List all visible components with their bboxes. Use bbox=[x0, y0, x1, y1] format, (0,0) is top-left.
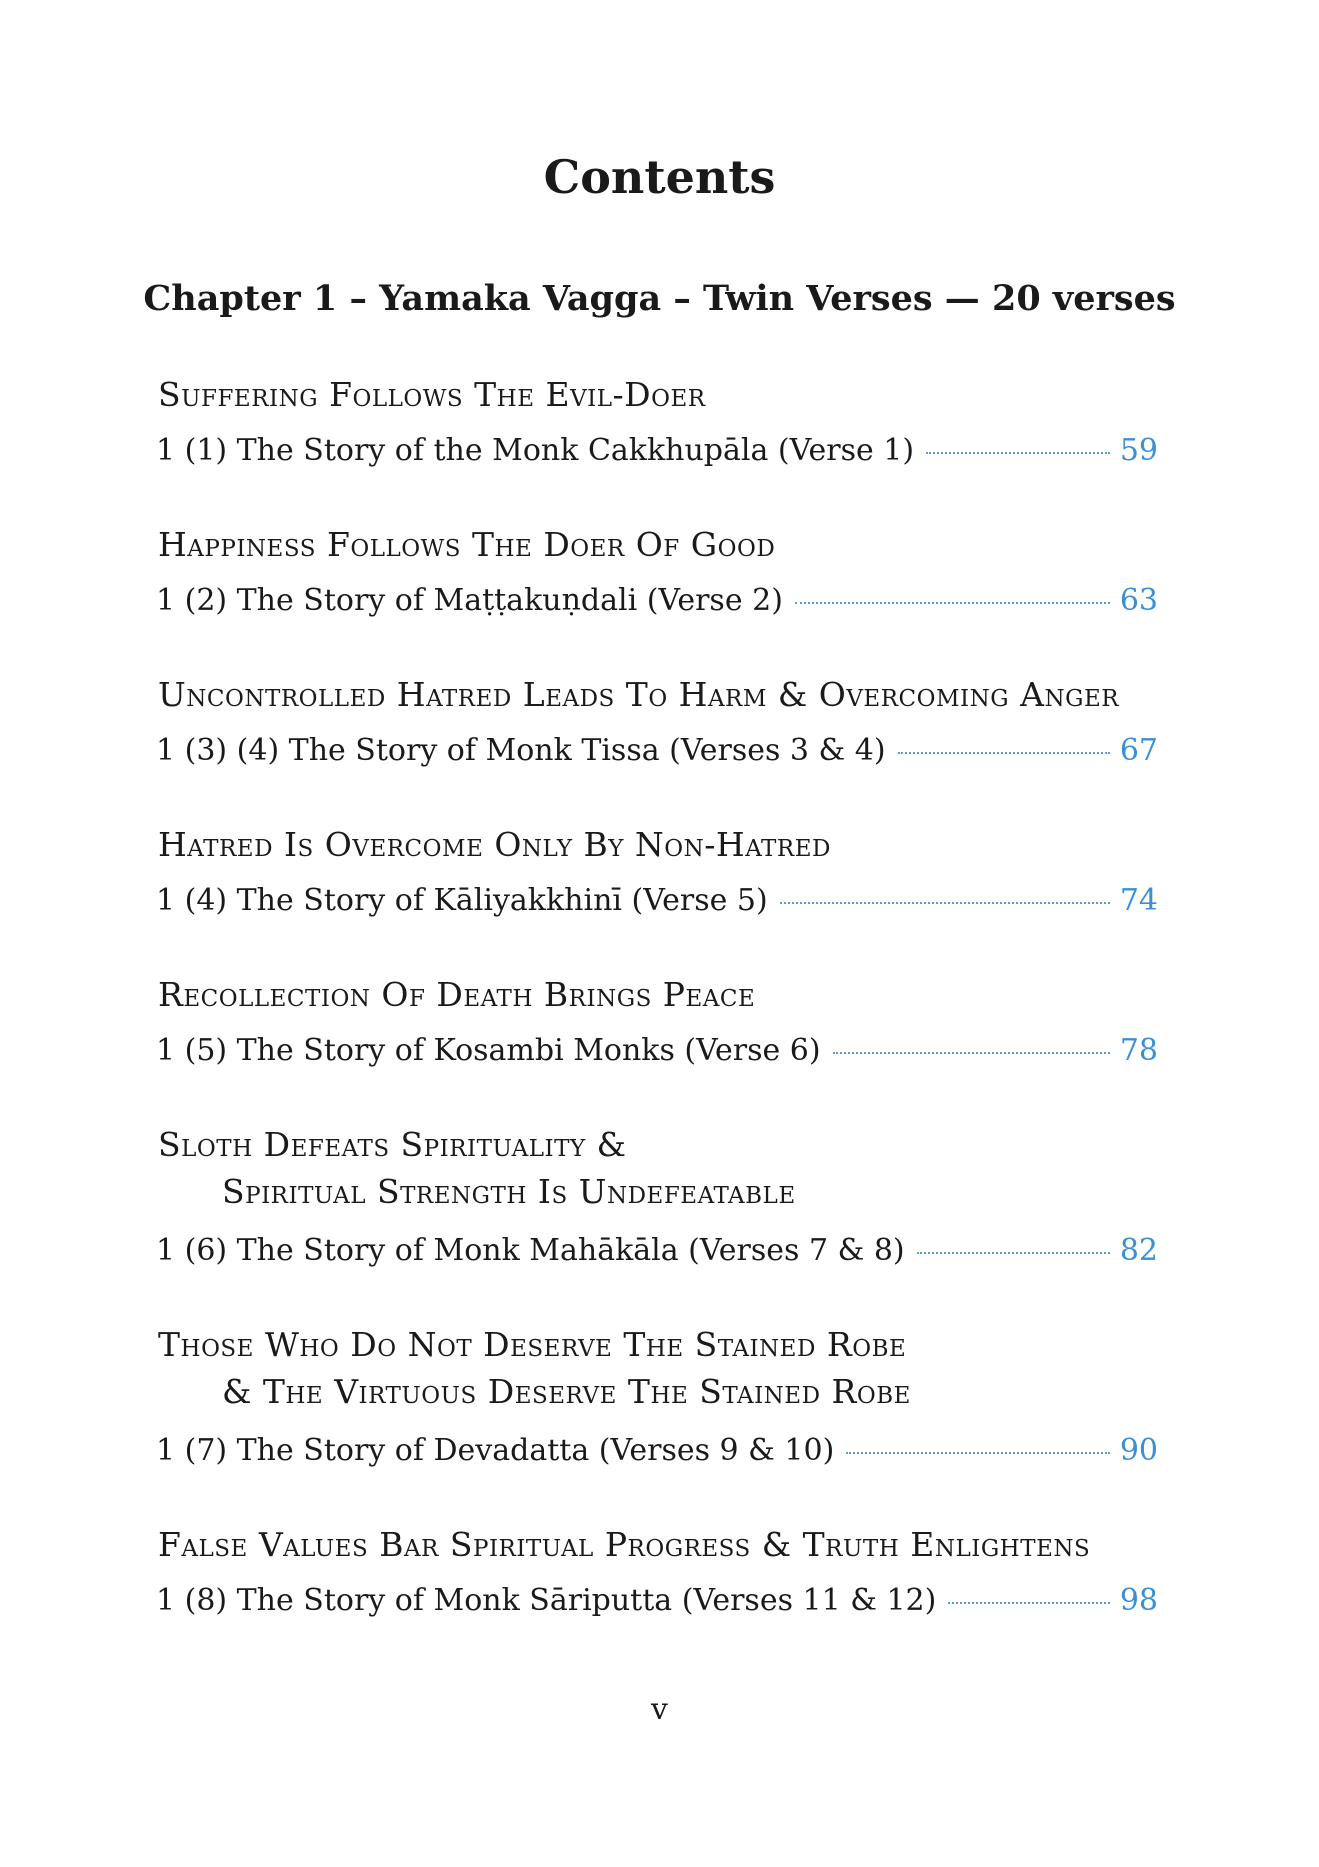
dot-leader bbox=[846, 1452, 1110, 1454]
toc-page-number[interactable]: 90 bbox=[1119, 1433, 1158, 1468]
section-heading-line: Recollection Of Death Brings Peace bbox=[158, 975, 756, 1014]
toc-entry-label: 1 (2) The Story of Maṭṭakuṇdali (Verse 2) bbox=[156, 583, 783, 618]
toc-entry[interactable] bbox=[156, 733, 1158, 768]
dot-leader bbox=[833, 1052, 1110, 1054]
toc-entry-label: 1 (1) The Story of the Monk Cakkhupāla (Verse 1) bbox=[156, 433, 915, 468]
toc-entry[interactable] bbox=[156, 883, 1158, 918]
section-heading-line: Happiness Follows The Doer Of Good bbox=[158, 525, 776, 564]
toc-entry[interactable] bbox=[156, 1433, 1158, 1468]
toc-entry[interactable] bbox=[156, 433, 1158, 468]
section-heading bbox=[158, 975, 755, 1014]
chapter-heading: Chapter 1 – Yamaka Vagga – Twin Verses — 20 verses bbox=[143, 278, 1176, 319]
toc-entry-label: 1 (6) The Story of Monk Mahākāla (Verses 7 & 8) bbox=[156, 1233, 905, 1268]
dot-leader bbox=[948, 1602, 1109, 1604]
toc-entry[interactable] bbox=[156, 1033, 1158, 1068]
section-heading-line: Those Who Do Not Deserve The Stained Robe bbox=[158, 1325, 907, 1364]
dot-leader bbox=[898, 752, 1110, 754]
section-heading bbox=[158, 1525, 1090, 1564]
toc-page-number[interactable]: 59 bbox=[1119, 433, 1158, 468]
toc-entry-label: 1 (4) The Story of Kāliyakkhinī (Verse 5) bbox=[156, 883, 768, 918]
page-title: Contents bbox=[543, 150, 776, 204]
toc-entry-label: 1 (3) (4) The Story of Monk Tissa (Verses 3 & 4) bbox=[156, 733, 886, 768]
toc-entry-label: 1 (8) The Story of Monk Sāriputta (Verses 11 & 12) bbox=[156, 1583, 937, 1618]
section-heading bbox=[158, 1125, 796, 1211]
section-heading-line: Uncontrolled Hatred Leads To Harm & Overcoming Anger bbox=[158, 675, 1120, 714]
toc-page-number[interactable]: 63 bbox=[1119, 583, 1158, 618]
toc-page-number[interactable]: 82 bbox=[1119, 1233, 1158, 1268]
dot-leader bbox=[926, 452, 1110, 454]
toc-entry-label: 1 (5) The Story of Kosambi Monks (Verse 6) bbox=[156, 1033, 821, 1068]
section-heading bbox=[158, 525, 775, 564]
toc-page-number[interactable]: 78 bbox=[1119, 1033, 1158, 1068]
section-heading-line: Hatred Is Overcome Only By Non-Hatred bbox=[158, 825, 831, 864]
toc-entry[interactable] bbox=[156, 583, 1158, 618]
section-heading-line: Sloth Defeats Spirituality & bbox=[158, 1125, 627, 1164]
folio-page-number: v bbox=[651, 1692, 668, 1727]
section-heading bbox=[158, 675, 1119, 714]
dot-leader bbox=[917, 1252, 1110, 1254]
toc-page-number[interactable]: 98 bbox=[1119, 1583, 1158, 1618]
dot-leader bbox=[780, 902, 1110, 904]
toc-page-number[interactable]: 74 bbox=[1119, 883, 1158, 918]
toc-entry-label: 1 (7) The Story of Devadatta (Verses 9 & 10) bbox=[156, 1433, 835, 1468]
toc-page-number[interactable]: 67 bbox=[1119, 733, 1158, 768]
section-heading-line: & The Virtuous Deserve The Stained Robe bbox=[222, 1372, 911, 1411]
section-heading bbox=[158, 375, 706, 414]
section-heading-line: Suffering Follows The Evil-Doer bbox=[158, 375, 706, 414]
section-heading bbox=[158, 1325, 911, 1411]
toc-entry[interactable] bbox=[156, 1233, 1158, 1268]
section-heading bbox=[158, 825, 831, 864]
section-heading-line: False Values Bar Spiritual Progress & Truth Enlightens bbox=[158, 1525, 1091, 1564]
toc-entry[interactable] bbox=[156, 1583, 1158, 1618]
dot-leader bbox=[795, 602, 1110, 604]
section-heading-line: Spiritual Strength Is Undefeatable bbox=[222, 1172, 796, 1211]
